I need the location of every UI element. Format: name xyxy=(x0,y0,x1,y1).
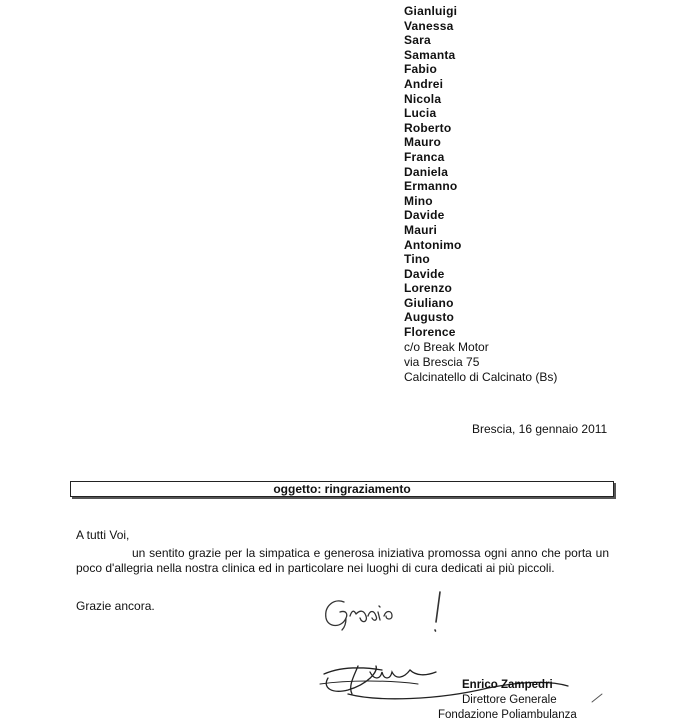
recipient-name: Augusto xyxy=(404,310,455,325)
recipient-name: Giuliano xyxy=(404,295,454,310)
letter-body xyxy=(76,528,609,576)
recipient-name: Ermanno xyxy=(404,179,458,194)
subject-line: oggetto: ringraziamento xyxy=(70,481,614,497)
recipient-name: Roberto xyxy=(404,120,452,135)
handwritten-grazie-note xyxy=(320,588,460,638)
recipient-name: Davide xyxy=(404,208,445,223)
letter-date: Brescia, 16 gennaio 2011 xyxy=(472,422,608,436)
recipient-name: Gianluigi xyxy=(404,4,458,18)
recipients-block xyxy=(404,4,557,385)
signer-block xyxy=(438,678,577,723)
recipient-name: Andrei xyxy=(404,76,444,91)
recipient-name: Samanta xyxy=(404,47,456,62)
closing-line: Grazie ancora. xyxy=(76,599,155,613)
recipient-name: Sara xyxy=(404,33,431,48)
recipient-name: Lorenzo xyxy=(404,281,453,296)
recipient-name-list xyxy=(404,4,557,340)
recipient-name: Vanessa xyxy=(404,18,454,33)
pen-mark-icon xyxy=(590,692,604,704)
recipient-name: Antonimo xyxy=(404,237,462,252)
recipient-name: Tino xyxy=(404,252,430,267)
recipient-name: Lucia xyxy=(404,106,437,121)
recipient-name: Mauro xyxy=(404,135,441,150)
address-street: via Brescia 75 xyxy=(404,354,480,369)
address-city: Calcinatello di Calcinato (Bs) xyxy=(404,369,558,384)
recipient-name: Davide xyxy=(404,266,445,281)
recipient-name: Mino xyxy=(404,193,433,208)
signer-role: Direttore Generale xyxy=(462,694,557,706)
recipient-name: Daniela xyxy=(404,164,449,179)
recipient-name: Fabio xyxy=(404,62,437,77)
recipient-name: Florence xyxy=(404,325,456,340)
signer-organization: Fondazione Poliambulanza xyxy=(438,709,577,721)
greeting: A tutti Voi, xyxy=(76,528,130,542)
address-care-of: c/o Break Motor xyxy=(404,339,489,354)
recipient-address xyxy=(404,340,557,385)
recipient-name: Franca xyxy=(404,149,445,164)
recipient-name: Mauri xyxy=(404,222,438,237)
signer-name: Enrico Zampedri xyxy=(462,679,553,691)
body-paragraph: un sentito grazie per la simpatica e generosa iniziativa promossa ogni anno che porta un poco d'allegria nella nostra clinica ed in particolare nei luoghi di cura dedicati ai più piccoli. xyxy=(76,546,609,575)
recipient-name: Nicola xyxy=(404,91,442,106)
